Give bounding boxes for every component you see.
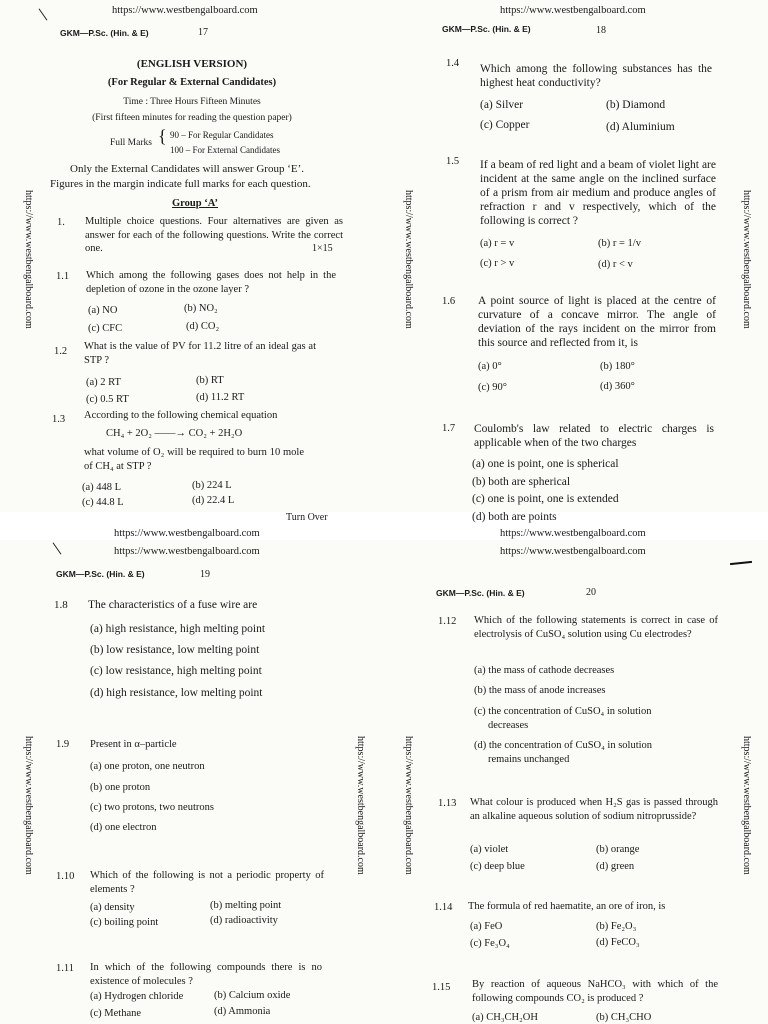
full-marks-label: Full Marks xyxy=(110,138,152,148)
page-number: 17 xyxy=(198,27,208,38)
question-text: The characteristics of a fuse wire are xyxy=(88,599,258,611)
option-b[interactable]: (b) orange xyxy=(596,844,640,855)
option-d[interactable]: (d) Ammonia xyxy=(214,1006,271,1017)
question-text-continued: what volume of O₂ will be required to burn 10 mole of CH₄ at STP ? xyxy=(84,447,304,472)
page-url[interactable]: https://www.westbengalboard.com xyxy=(500,528,646,539)
option-d[interactable]: (d) high resistance, low melting point xyxy=(90,687,263,699)
page-url[interactable]: https://www.westbengalboard.com xyxy=(114,546,260,557)
question-text: Which of the following is not a periodic property of elements ? xyxy=(90,870,324,895)
option-b[interactable]: (b) 224 L xyxy=(192,480,232,491)
question-number: 1.15 xyxy=(432,982,451,993)
option-a[interactable]: (a) 2 RT xyxy=(86,377,121,388)
option-d[interactable]: (d) FeCO₃ xyxy=(596,937,640,948)
question-text: What is the value of PV for 11.2 litre of an ideal gas at STP ? xyxy=(84,341,316,366)
option-c[interactable]: (c) the concentration of CuSO₄ in solution xyxy=(474,706,652,717)
question-number: 1.4 xyxy=(446,58,460,69)
option-d[interactable]: (d) CO₂ xyxy=(186,321,220,332)
question-text: Which among the following substances has the highest heat conductivity? xyxy=(480,63,712,89)
option-c[interactable]: (c) Fe₃O₄ xyxy=(470,938,510,949)
question-number: 1.6 xyxy=(442,296,456,307)
option-b[interactable]: (b) NO₂ xyxy=(184,303,218,314)
question-number: 1.10 xyxy=(56,871,75,882)
page-header: GKM—P.Sc. (Hin. & E) xyxy=(436,588,525,598)
side-url[interactable]: https://www.westbengalboard.com xyxy=(403,736,414,875)
side-url[interactable]: https://www.westbengalboard.com xyxy=(741,736,752,875)
chemical-equation: CH₄ + 2O₂ ——→ CO₂ + 2H₂O xyxy=(106,428,243,439)
option-b[interactable]: (b) CH₃CHO xyxy=(596,1012,652,1023)
page-20 xyxy=(384,540,768,1024)
option-a[interactable]: (a) r = v xyxy=(480,238,515,249)
option-a[interactable]: (a) FeO xyxy=(470,921,503,932)
marks-external: 100 – For External Candidates xyxy=(170,145,280,155)
option-b[interactable]: (b) Diamond xyxy=(606,99,666,111)
option-c[interactable]: (c) low resistance, high melting point xyxy=(90,665,262,677)
full-marks-brace: { xyxy=(158,126,167,146)
option-c[interactable]: (c) two protons, two neutrons xyxy=(90,802,214,813)
question-text: If a beam of red light and a beam of violet light are incident at the same angle on the inclined surface of a prism from air medium and produce angles of refraction r and v respectively, which of the following is correct ? xyxy=(480,159,716,227)
option-d[interactable]: (d) one electron xyxy=(90,822,157,833)
side-url[interactable]: https://www.westbengalboard.com xyxy=(741,190,752,329)
page-url[interactable]: https://www.westbengalboard.com xyxy=(112,5,258,16)
question-marks: 1×15 xyxy=(312,243,333,254)
option-d[interactable]: (d) 22.4 L xyxy=(192,495,235,506)
option-c[interactable]: (c) Methane xyxy=(90,1008,142,1019)
option-b[interactable]: (b) both are spherical xyxy=(472,476,571,488)
option-c-continued: decreases xyxy=(488,720,529,731)
option-d[interactable]: (d) 360° xyxy=(600,381,635,392)
scan-mark xyxy=(53,542,62,554)
page-number: 19 xyxy=(200,569,210,580)
option-d[interactable]: (d) Aluminium xyxy=(606,121,675,133)
question-text: Coulomb's law related to electric charges is applicable when of the two charges xyxy=(474,423,714,449)
page-19 xyxy=(0,540,384,1024)
option-a[interactable]: (a) violet xyxy=(470,844,509,855)
reading-time-line: (First fifteen minutes for reading the question paper) xyxy=(92,113,292,123)
option-d[interactable]: (d) green xyxy=(596,861,635,872)
option-d[interactable]: (d) r < v xyxy=(598,259,633,270)
question-text: A point source of light is placed at the centre of curvature of a concave mirror. The angle of deviation of the rays incident on the mirror from this source and reflected from it, is xyxy=(478,295,716,349)
question-text: By reaction of aqueous NaHCO₃ with which of the following compounds CO₂ is produced ? xyxy=(472,979,718,1004)
option-c[interactable]: (c) one is point, one is extended xyxy=(472,493,619,505)
page-header: GKM—P.Sc. (Hin. & E) xyxy=(60,28,149,38)
english-version-title: (ENGLISH VERSION) xyxy=(136,58,248,70)
question-number: 1.1 xyxy=(56,271,70,282)
question-text: Present in α–particle xyxy=(90,739,177,750)
question-number: 1.8 xyxy=(54,599,68,611)
option-a[interactable]: (a) 0° xyxy=(478,361,502,372)
option-c[interactable]: (c) r > v xyxy=(480,258,515,269)
question-number: 1.2 xyxy=(54,346,68,357)
note-external: Only the External Candidates will answer Group ‘E’. xyxy=(70,163,304,175)
group-a-heading: Group ‘A’ xyxy=(172,198,218,209)
option-c[interactable]: (c) 0.5 RT xyxy=(86,394,129,405)
question-text: The formula of red haematite, an ore of iron, is xyxy=(468,901,666,912)
turn-over: Turn Over xyxy=(286,512,328,523)
question-text: What colour is produced when H₂S gas is passed through an alkaline aqueous solution of sodium nitroprusside? xyxy=(470,797,718,822)
option-b[interactable]: (b) Calcium oxide xyxy=(214,990,291,1001)
option-a[interactable]: (a) NO xyxy=(88,305,118,316)
page-number: 20 xyxy=(586,587,596,598)
side-url[interactable]: https://www.westbengalboard.com xyxy=(23,190,34,329)
question-text: Which among the following gases does not help in the depletion of ozone in the ozone layer ? xyxy=(86,270,336,295)
page-number: 18 xyxy=(596,25,606,36)
page-header: GKM—P.Sc. (Hin. & E) xyxy=(442,24,531,34)
option-a[interactable]: (a) the mass of cathode decreases xyxy=(474,665,615,676)
option-b[interactable]: (b) the mass of anode increases xyxy=(474,685,606,696)
question-number: 1.11 xyxy=(56,963,74,974)
option-a[interactable]: (a) density xyxy=(90,902,135,913)
option-c[interactable]: (c) CFC xyxy=(88,323,123,334)
page-url[interactable]: https://www.westbengalboard.com xyxy=(500,546,646,557)
option-c[interactable]: (c) Copper xyxy=(480,119,530,131)
page-18 xyxy=(384,0,768,512)
side-url[interactable]: https://www.westbengalboard.com xyxy=(403,190,414,329)
question-number: 1. xyxy=(57,217,65,228)
candidates-line: (For Regular & External Candidates) xyxy=(107,77,277,88)
question-text: Which of the following statements is correct in case of electrolysis of CuSO₄ solution using Cu electrodes? xyxy=(474,615,718,640)
option-c[interactable]: (c) boiling point xyxy=(90,917,159,928)
option-b[interactable]: (b) low resistance, low melting point xyxy=(90,644,260,656)
question-number: 1.3 xyxy=(52,414,66,425)
option-a[interactable]: (a) 448 L xyxy=(82,482,122,493)
option-b[interactable]: (b) RT xyxy=(196,375,224,386)
option-a[interactable]: (a) Silver xyxy=(480,99,524,111)
option-d[interactable]: (d) 11.2 RT xyxy=(196,392,245,403)
question-text: In which of the following compounds there is no existence of molecules ? xyxy=(90,962,322,987)
question-text: Multiple choice questions. Four alternatives are given as answer for each of the following questions. Write the correct one. xyxy=(85,216,343,254)
option-d-continued: remains unchanged xyxy=(488,754,570,765)
scan-mark xyxy=(39,8,48,20)
question-number: 1.7 xyxy=(442,423,456,434)
question-number: 1.9 xyxy=(56,739,70,750)
question-number: 1.12 xyxy=(438,616,457,627)
option-d[interactable]: (d) radioactivity xyxy=(210,915,278,926)
option-b[interactable]: (b) r = 1/v xyxy=(598,238,641,249)
question-number: 1.5 xyxy=(446,156,460,167)
time-line: Time : Three Hours Fifteen Minutes xyxy=(123,97,261,107)
scan-mark xyxy=(730,561,752,565)
option-a[interactable]: (a) CH₃CH₂OH xyxy=(472,1012,538,1023)
question-text: According to the following chemical equation xyxy=(84,410,278,421)
option-b[interactable]: (b) 180° xyxy=(600,361,635,372)
option-c[interactable]: (c) 44.8 L xyxy=(82,497,124,508)
option-a[interactable]: (a) Hydrogen chloride xyxy=(90,991,184,1002)
option-d[interactable]: (d) both are points xyxy=(472,511,557,523)
page-url[interactable]: https://www.westbengalboard.com xyxy=(114,528,260,539)
option-b[interactable]: (b) melting point xyxy=(210,900,282,911)
page-url[interactable]: https://www.westbengalboard.com xyxy=(500,5,646,16)
page-17 xyxy=(0,0,384,512)
option-c[interactable]: (c) deep blue xyxy=(470,861,525,872)
option-b[interactable]: (b) one proton xyxy=(90,782,151,793)
option-a[interactable]: (a) high resistance, high melting point xyxy=(90,623,266,635)
side-url[interactable]: https://www.westbengalboard.com xyxy=(355,736,366,875)
option-a[interactable]: (a) one is point, one is spherical xyxy=(472,458,619,470)
option-b[interactable]: (b) Fe₂O₃ xyxy=(596,921,637,932)
note-margin: Figures in the margin indicate full marks for each question. xyxy=(50,178,311,190)
option-d[interactable]: (d) the concentration of CuSO₄ in solution xyxy=(474,740,653,751)
side-url[interactable]: https://www.westbengalboard.com xyxy=(23,736,34,875)
page-header: GKM—P.Sc. (Hin. & E) xyxy=(56,569,145,579)
option-a[interactable]: (a) one proton, one neutron xyxy=(90,761,205,772)
option-c[interactable]: (c) 90° xyxy=(478,382,507,393)
question-number: 1.14 xyxy=(434,902,453,913)
marks-regular: 90 – For Regular Candidates xyxy=(170,130,274,140)
question-number: 1.13 xyxy=(438,798,457,809)
